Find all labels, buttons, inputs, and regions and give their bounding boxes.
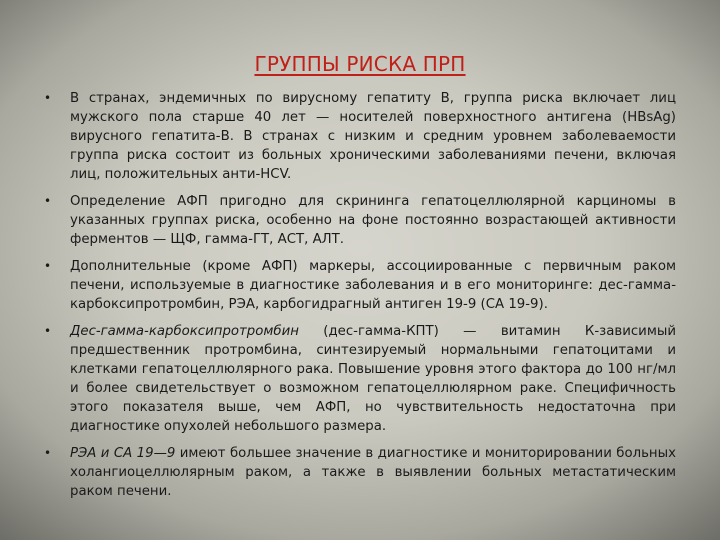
bullet-item [44,257,676,314]
bullet-item [44,322,676,436]
bullet-text: В странах, эндемичных по вирусному гепатиту В, группа риска включает лиц мужского пола старше 40 лет — носителей поверхностного антигена (HBsAg) вирусного гепатита-В. В странах с низким и средним уровнем заболеваемости группа риска состоит из больных хроническими заболеваниями печени, включая лиц, положительных анти-HCV. [70,91,676,182]
bullet-marker: • [44,91,52,105]
bullet-body: (дес-гамма-КПТ) — витамин К-зависимый предшественник протромбина, синтезируемый нормальными гепатоцитами и клетками гепатоцеллюлярного рака. Повышение уровня этого фактора до 100 нг/мл и более свидетельствует о возможном гепатоцеллюлярном раке. Специфичность этого показателя выше, чем АФП, но чувствительность недостаточна при диагностике опухолей небольшого размера. [70,324,676,434]
bullet-marker: • [44,194,52,208]
slide-title: ГРУППЫ РИСКА ПРП [254,52,466,76]
bullet-emphasis: РЭА и СА 19—9 [70,446,176,461]
bullet-list [44,89,676,509]
bullet-item [44,192,676,249]
bullet-text: Определение АФП пригодно для скрининга гепатоцеллюлярной карциномы в указанных группах риска, особенно на фоне постоянно возрастающей активности ферментов — ЩФ, гамма-ГТ, АСТ, АЛТ. [70,194,676,247]
bullet-emphasis: Дес-гамма-карбоксипротромбин [70,324,299,339]
bullet-item [44,444,676,501]
bullet-marker: • [44,324,52,338]
bullet-marker: • [44,446,52,460]
bullet-item [44,89,676,184]
bullet-text [70,324,676,434]
bullet-body: имеют большее значение в диагностике и мониторировании больных холангиоцеллюлярным раком, а также в выявлении больных метастатическим раком печени. [70,446,676,499]
bullet-text [70,446,676,499]
bullet-text: Дополнительные (кроме АФП) маркеры, ассоциированные с первичным раком печени, используемые в диагностике заболевания и в его мониторинге: дес-гамма-карбоксипротромбин, РЭА, карбогидрагный антиген 19-9 (СА 19-9). [70,259,676,312]
bullet-marker: • [44,259,52,273]
